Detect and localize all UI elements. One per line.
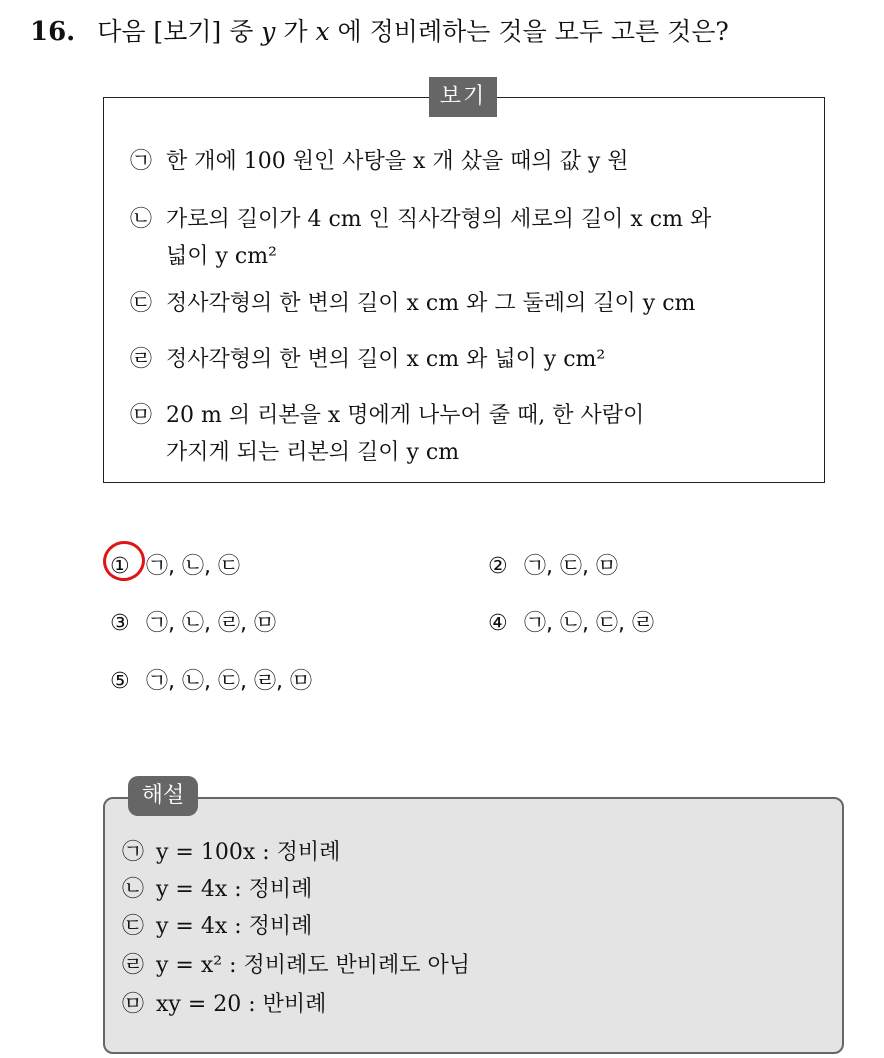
solution-line: [122, 909, 312, 940]
solution-line-mark: ㉡: [122, 877, 145, 902]
bogi-item-mark: ㉣: [130, 347, 153, 372]
choice-2[interactable]: [488, 549, 618, 580]
choice-4[interactable]: [488, 606, 654, 637]
question-var-x: x: [315, 17, 330, 46]
bogi-item-mark: ㉠: [130, 149, 153, 174]
choice-text: ㉠, ㉡, ㉢: [146, 554, 240, 579]
bogi-item: [130, 201, 711, 275]
bogi-item-text: 정사각형의 한 변의 길이 x cm 와 그 둘레의 길이 y cm: [166, 291, 696, 316]
choice-text: ㉠, ㉡, ㉢, ㉣: [524, 611, 654, 636]
bogi-item-text: 20 m 의 리본을 x 명에게 나누어 줄 때, 한 사람이: [166, 403, 645, 428]
choice-number: ③: [110, 611, 130, 636]
question-var-y: y: [261, 17, 276, 46]
solution-line: [122, 987, 326, 1018]
question-line: [30, 12, 729, 48]
solution-line-mark: ㉤: [122, 992, 145, 1017]
bogi-item-text: 한 개에 100 원인 사탕을 x 개 샀을 때의 값 y 원: [166, 149, 629, 174]
bogi-item-mark: ㉢: [130, 291, 153, 316]
choice-number: ①: [110, 554, 130, 579]
choice-number: ⑤: [110, 669, 130, 694]
solution-line-text: y = 4x : 정비례: [156, 877, 313, 902]
solution-line: [122, 872, 312, 903]
bogi-item-text-line2: 가지게 되는 리본의 길이 y cm: [166, 440, 460, 465]
bogi-item-mark: ㉤: [130, 403, 153, 428]
solution-line-mark: ㉢: [122, 914, 145, 939]
bogi-item: [130, 397, 644, 471]
question-prefix: 다음 [보기] 중: [97, 17, 254, 46]
bogi-item-mark: ㉡: [130, 207, 153, 232]
choice-text: ㉠, ㉡, ㉣, ㉤: [146, 611, 276, 636]
question-suffix: 에 정비례하는 것을 모두 고른 것은?: [337, 17, 729, 46]
choice-number: ②: [488, 554, 508, 579]
bogi-item: [130, 143, 629, 180]
choice-3[interactable]: [110, 606, 276, 637]
choice-text: ㉠, ㉡, ㉢, ㉣, ㉤: [146, 669, 312, 694]
bogi-item-text: 정사각형의 한 변의 길이 x cm 와 넓이 y cm²: [166, 347, 606, 372]
choice-number: ④: [488, 611, 508, 636]
bogi-label: 보기: [429, 77, 497, 117]
choice-5[interactable]: [110, 664, 312, 695]
solution-line: [122, 948, 470, 979]
bogi-item-text: 가로의 길이가 4 cm 인 직사각형의 세로의 길이 x cm 와: [166, 207, 712, 232]
bogi-item-text-line2: 넓이 y cm²: [166, 244, 277, 269]
solution-line-text: y = 4x : 정비례: [156, 914, 313, 939]
bogi-item: [130, 341, 605, 378]
question-mid: 가: [283, 17, 308, 46]
solution-line-text: xy = 20 : 반비례: [156, 992, 327, 1017]
solution-line-text: y = 100x : 정비례: [156, 840, 341, 865]
solution-line-text: y = x² : 정비례도 반비례도 아님: [156, 953, 470, 978]
question-number: 16.: [30, 17, 76, 47]
choice-text: ㉠, ㉢, ㉤: [524, 554, 618, 579]
solution-line: [122, 835, 340, 866]
solution-line-mark: ㉠: [122, 840, 145, 865]
bogi-item: [130, 285, 695, 322]
solution-line-mark: ㉣: [122, 953, 145, 978]
solution-label: 해설: [128, 776, 198, 816]
